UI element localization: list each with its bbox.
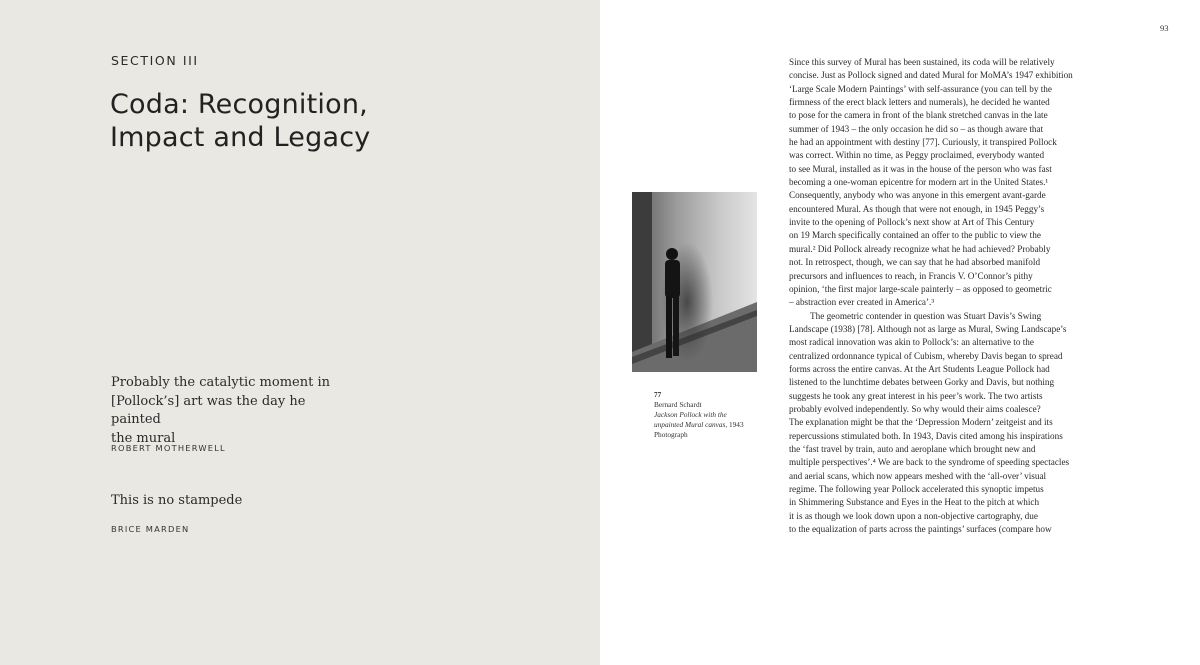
- body-line: mural.² Did Pollock already recognize what he had achieved? Probably: [789, 243, 1051, 254]
- body-line: ‘Large Scale Modern Paintings’ with self-assurance (you can tell by the: [789, 83, 1052, 94]
- section-label: SECTION III: [111, 53, 199, 68]
- body-line: opinion, ‘the first major large-scale painterly – as opposed to geometric: [789, 283, 1052, 294]
- figure-title-line-1: Jackson Pollock with the: [654, 410, 727, 419]
- epigraph-quote-1-line-3: the mural: [111, 430, 176, 446]
- epigraph-attribution-1: ROBERT MOTHERWELL: [111, 443, 226, 453]
- body-line: on 19 March specifically contained an offer to the public to view the: [789, 230, 1041, 241]
- body-line: precursors and influences to reach, in Francis V. O’Connor’s pithy: [789, 270, 1033, 281]
- figure-title-line-2-date: , 1943: [725, 420, 744, 429]
- body-line: multiple perspectives’.⁴ We are back to the syndrome of speeding spectacles: [789, 457, 1070, 468]
- body-line: encountered Mural. As though that were not enough, in 1945 Peggy’s: [789, 203, 1045, 214]
- figure-caption: [654, 390, 764, 440]
- body-line: summer of 1943 – the only occasion he did so – as though aware that: [789, 123, 1044, 134]
- epigraph-quote-2-line-1: This is no stampede: [111, 493, 243, 508]
- epigraph-quote-2: [111, 492, 341, 511]
- body-line: Since this survey of Mural has been sustained, its coda will be relatively: [789, 57, 1055, 67]
- body-line: The explanation might be that the ‘Depression Modern’ zeitgeist and its: [789, 417, 1053, 428]
- epigraph-quote-1: [111, 374, 341, 448]
- photo-image: [632, 192, 757, 372]
- body-line: invite to the opening of Pollock’s next show at Art of This Century: [789, 217, 1035, 228]
- chapter-title-line-2: Impact and Legacy: [110, 122, 371, 153]
- body-line: most radical innovation was akin to Pollock’s: an alternative to the: [789, 337, 1034, 348]
- epigraph-quote-1-line-2: [Pollock’s] art was the day he painted: [111, 393, 306, 427]
- body-line: Landscape (1938) [78]. Although not as large as Mural, Swing Landscape’s: [789, 323, 1067, 334]
- body-line: it is as though we look down upon a non-objective cartography, due: [789, 510, 1038, 521]
- body-line: listened to the lunchtime debates between Gorky and Davis, but nothing: [789, 377, 1055, 388]
- body-line: he had an appointment with destiny [77]. Curiously, it transpired Pollock: [789, 137, 1057, 148]
- body-line: repercussions stimulated both. In 1943, Davis cited among his inspirations: [789, 430, 1063, 441]
- figure-photographer: Bernard Schardt: [654, 400, 702, 409]
- body-line-paragraph-start: The geometric contender in question was Stuart Davis’s Swing: [810, 310, 1042, 321]
- chapter-title-line-1: Coda: Recognition,: [110, 89, 368, 120]
- body-line: not. In retrospect, though, we can say that he had absorbed manifold: [789, 257, 1041, 268]
- body-line: probably evolved independently. So why would their aims coalesce?: [789, 403, 1041, 414]
- figure-medium: Photograph: [654, 430, 688, 439]
- body-text: [789, 56, 1101, 536]
- figure-77-photograph: [632, 192, 757, 372]
- body-line: to pose for the camera in front of the blank stretched canvas in the late: [789, 110, 1048, 121]
- body-line: and aerial scans, which now appears meshed with the ‘all-over’ visual: [789, 470, 1047, 481]
- body-line: – abstraction ever created in America’.³: [789, 297, 935, 308]
- body-line: centralized ordonnance typical of Cubism, whereby Davis began to spread: [789, 350, 1063, 361]
- body-line: to see Mural, installed as it was in the house of the person who was fast: [789, 163, 1052, 174]
- body-line: in Shimmering Substance and Eyes in the Heat to the pitch at which: [789, 497, 1040, 508]
- body-line: concise. Just as Pollock signed and dated Mural for MoMA’s 1947 exhibition: [789, 70, 1073, 81]
- page-number: 93: [1160, 23, 1169, 33]
- epigraph-attribution-2: BRICE MARDEN: [111, 524, 190, 534]
- body-line: becoming a one-woman epicentre for modern art in the United States.¹: [789, 177, 1049, 188]
- body-line: was correct. Within no time, as Peggy proclaimed, everybody wanted: [789, 150, 1045, 161]
- body-line: forms across the entire canvas. At the Art Students League Pollock had: [789, 363, 1050, 374]
- figure-number: 77: [654, 390, 662, 399]
- body-line: to the equalization of parts across the paintings’ surfaces (compare how: [789, 524, 1052, 535]
- body-line: the ‘fast travel by train, auto and aeroplane which brought new and: [789, 443, 1036, 454]
- figure-title-line-2-italic: unpainted Mural canvas: [654, 420, 726, 429]
- body-line: firmness of the erect black letters and numerals), he decided he wanted: [789, 97, 1050, 108]
- chapter-title: [110, 88, 440, 154]
- epigraph-quote-1-line-1: Probably the catalytic moment in: [111, 375, 330, 390]
- body-line: suggests he took any great interest in his peer’s work. The two artists: [789, 390, 1043, 401]
- body-line: regime. The following year Pollock accelerated this synoptic impetus: [789, 484, 1044, 494]
- body-line: Consequently, anybody who was anyone in this emergent avant-garde: [789, 190, 1046, 201]
